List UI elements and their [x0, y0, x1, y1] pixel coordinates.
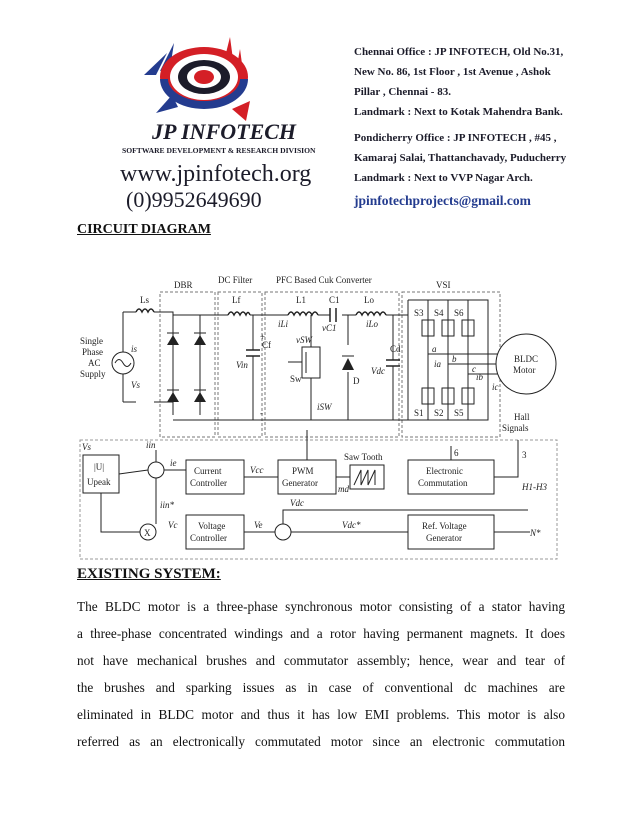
ref-voltage-line: Generator [426, 533, 462, 543]
brand-name: JP INFOTECH [152, 119, 297, 144]
bldc-motor-icon [496, 334, 556, 394]
paragraph-line: the brushes and sparking issues as in case of conventional dc machines are [77, 680, 565, 695]
pondicherry-line: Landmark : Next to VVP Nagar Arch. [354, 172, 533, 184]
supply-line: AC [88, 358, 101, 368]
inductor-lo-icon [356, 312, 386, 315]
ctrl-vs-label: Vs [82, 442, 91, 452]
chennai-line: Chennai Office : JP INFOTECH, Old No.31, [354, 46, 564, 58]
vdc-label: Vdc [371, 366, 385, 376]
diode-d-icon [342, 358, 354, 370]
saw-tooth-label: Saw Tooth [344, 452, 383, 462]
voltage-controller-line: Controller [190, 533, 227, 543]
multiplier-label: X [144, 528, 151, 538]
existing-system-heading: EXISTING SYSTEM: [77, 566, 221, 582]
current-controller-line: Controller [190, 478, 227, 488]
inductor-ls-icon [136, 309, 154, 312]
ls-label: Ls [140, 295, 149, 305]
ctrl-vdc-star-label: Vdc* [342, 520, 361, 530]
chennai-line: Landmark : Next to Kotak Mahendra Bank. [354, 106, 563, 118]
brand-tagline: SOFTWARE DEVELOPMENT & RESEARCH DIVISION [122, 146, 316, 155]
ctrl-md-label: md [338, 484, 349, 494]
l1-label: L1 [296, 295, 306, 305]
website: www.jpinfotech.org [120, 161, 312, 187]
is-label: is [131, 344, 138, 354]
hall-line: Signals [502, 423, 529, 433]
ctrl-ve-label: Ve [254, 520, 263, 530]
company-logo [144, 37, 250, 121]
ilo-label: iLo [366, 319, 379, 329]
pondicherry-line: Pondicherry Office : JP INFOTECH , #45 , [354, 132, 557, 144]
pwm-line: PWM [292, 466, 314, 476]
vs-label: Vs [131, 380, 140, 390]
cd-label: Cd [390, 344, 401, 354]
ili-label: iLi [278, 319, 289, 329]
circuit-diagram [78, 270, 560, 562]
ctrl-nstar-label: N* [530, 528, 541, 538]
ic-label: ic [492, 382, 499, 392]
phone: (0)9952649690 [126, 187, 262, 212]
paragraph-line: The BLDC motor is a three-phase synchronous motor consisting of a stator having [77, 599, 565, 614]
pondicherry-line: Kamaraj Salai, Thattanchavady, Puducherry [354, 152, 567, 164]
current-controller-line: Current [194, 466, 222, 476]
dc-filter-label: DC Filter [218, 275, 253, 285]
cf-label: Cf [262, 340, 271, 350]
supply-line: Single [80, 336, 104, 346]
s4-label: S4 [434, 308, 444, 318]
ctrl-h1h3-label: H1-H3 [522, 482, 547, 492]
supply-line: Supply [80, 369, 106, 379]
electronic-line: Commutation [418, 478, 468, 488]
summing-junction-icon [275, 524, 291, 540]
minus-label: - [260, 408, 263, 418]
s2-label: S2 [434, 408, 444, 418]
b-label: b [452, 354, 457, 364]
ia-label: ia [434, 359, 442, 369]
d-label: D [353, 376, 360, 386]
existing-system-paragraph [77, 593, 565, 755]
paragraph-line: a three-phase concentrated windings and a rotor having permanent magnets. It does [77, 626, 565, 641]
ctrl-iin-label: iin [146, 440, 156, 450]
vsw-label: vSW [296, 335, 312, 345]
pwm-line: Generator [282, 478, 318, 488]
sw-label: Sw [290, 374, 302, 384]
electronic-line: Electronic [426, 466, 463, 476]
s5-label: S5 [454, 408, 464, 418]
inductor-l1-icon [288, 312, 318, 315]
a-label: a [432, 344, 437, 354]
vsi-label: VSI [436, 280, 451, 290]
supply-line: Phase [82, 347, 103, 357]
chennai-line: Pillar , Chennai - 83. [354, 86, 451, 98]
paragraph-line: referred as an electronically commutated motor since an electronic commutation [77, 734, 565, 749]
isw-label: iSW [317, 402, 332, 412]
saw-tooth-block [350, 465, 384, 489]
ctrl-ie-label: ie [170, 458, 177, 468]
ctrl-vcc-label: Vcc [250, 465, 264, 475]
email: jpinfotechprojects@gmail.com [354, 193, 531, 208]
ib-label: ib [476, 372, 484, 382]
cuk-label: PFC Based Cuk Converter [276, 275, 372, 285]
ctrl-vdc-label: Vdc [290, 498, 304, 508]
c1-label: C1 [329, 295, 340, 305]
s6-label: S6 [454, 308, 464, 318]
ref-voltage-line: Ref. Voltage [422, 521, 467, 531]
paragraph-line: not have mechanical brushes and commutator assembly; hence, wear and tear of [77, 653, 565, 668]
chennai-line: New No. 86, 1st Floor , 1st Avenue , Ashok [354, 66, 551, 78]
plus-label: + [260, 332, 266, 342]
circuit-diagram-heading: CIRCUIT DIAGRAM [77, 222, 211, 237]
c-label: c [472, 364, 476, 374]
three-label: 3 [522, 450, 527, 460]
paragraph-line: eliminated in BLDC motor and thus it has low EMI problems. This motor is also [77, 707, 565, 722]
dbr-label: DBR [174, 280, 193, 290]
lf-label: Lf [232, 295, 241, 305]
s3-label: S3 [414, 308, 424, 318]
ctrl-vc-label: Vc [168, 520, 178, 530]
motor-line: Motor [513, 365, 536, 375]
abs-block [83, 455, 119, 493]
dbr-box [160, 292, 215, 437]
voltage-controller-line: Voltage [198, 521, 226, 531]
vin-label: Vin [236, 360, 248, 370]
lo-label: Lo [364, 295, 374, 305]
hall-line: Hall [514, 412, 530, 422]
vc1-label: vC1 [322, 323, 337, 333]
inductor-lf-icon [228, 312, 250, 315]
summing-junction-icon [148, 462, 164, 478]
abs-line: Upeak [87, 477, 111, 487]
s1-label: S1 [414, 408, 424, 418]
abs-line: |U| [94, 462, 105, 472]
ctrl-iin-star-label: iin* [160, 500, 175, 510]
company-banner [112, 35, 596, 223]
six-label: 6 [454, 448, 459, 458]
motor-line: BLDC [514, 354, 539, 364]
